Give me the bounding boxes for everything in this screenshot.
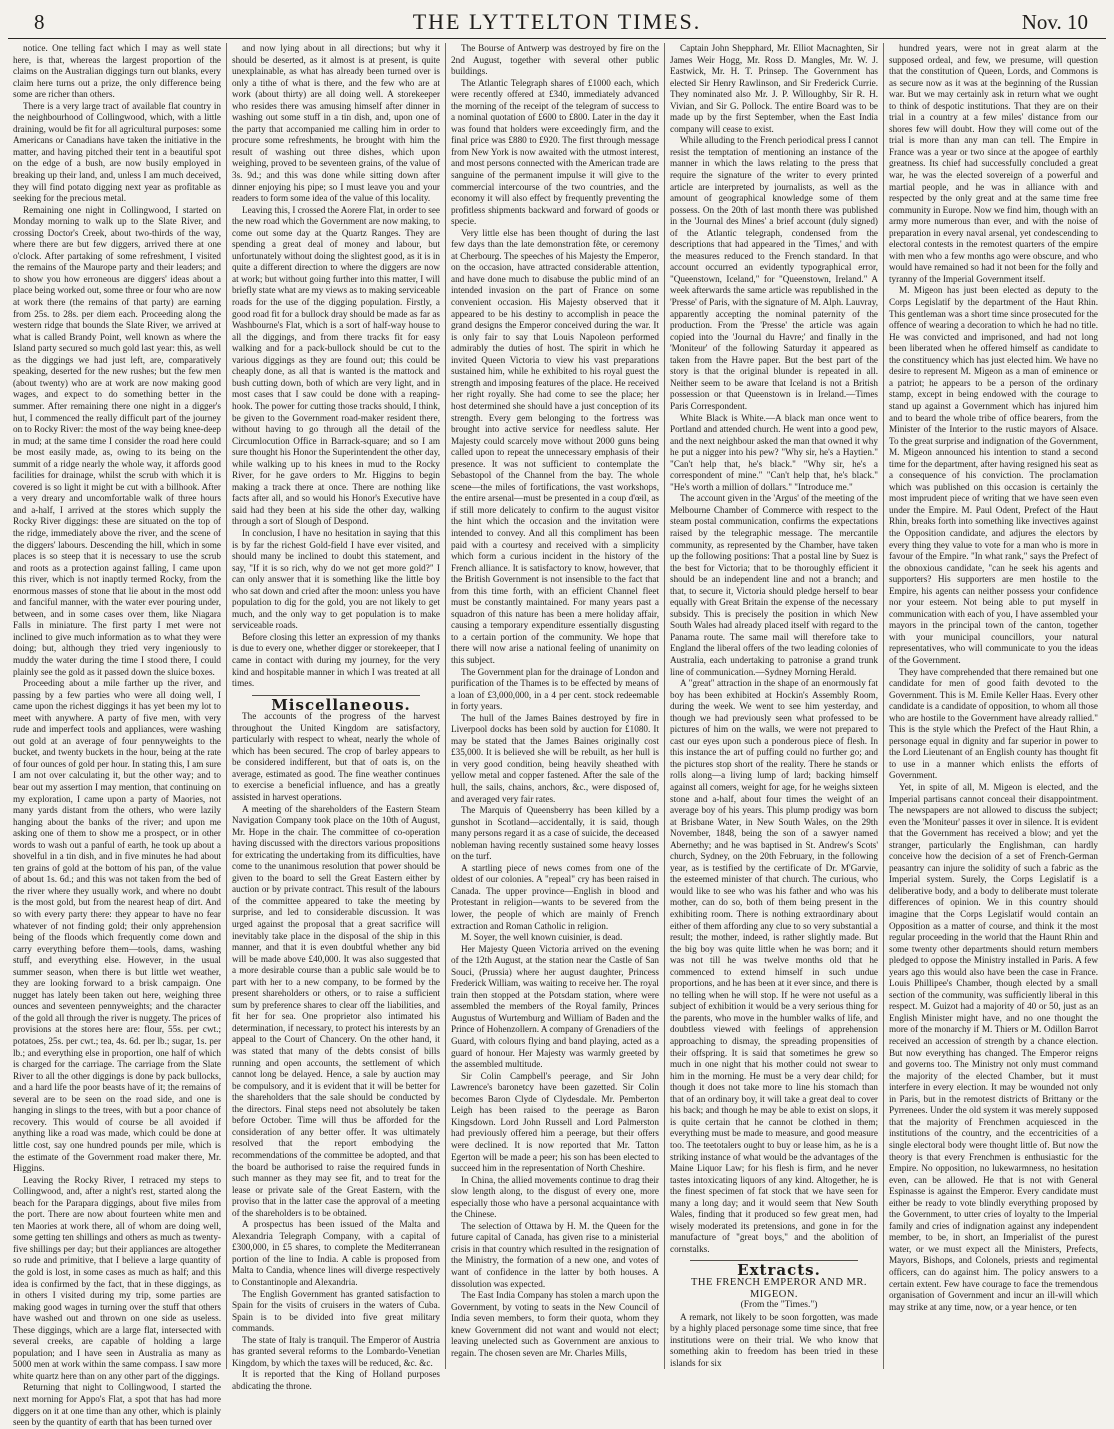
column-3 [446,43,665,1369]
paragraph: Before closing this letter an expression of my thanks is due to every one, whether digger or storekeeper, that I came in contact with during my journey, for the very kind and hospitable manner in which I was treated at all times. [232,631,440,689]
section-heading-miscellaneous: Miscellaneous. [271,695,411,714]
column-5 [884,43,1103,1369]
column-4 [665,43,884,1369]
paragraph: The account given in the 'Argus' of the meeting of the Melbourne Chamber of Commerce with respect to the steam postal communication, confirms the expectations raised by the telegraphic message. The mercantile community, as represented by the Chamber, have taken up the following positions: That a postal line by Suez is the best for Victoria; that to be thoroughly efficient it should be an independent line and not a branch; and that, to secure it, Victoria should pledge herself to bear equally with Great Britain the expense of the necessary subsidy. This is precisely the position in which New South Wales had already placed itself with regard to the Panama route. The same mail will therefore take to England the liberal offers of the two leading colonies of Australia, each undertaking to patronise a grand trunk line of communication.—Sydney Morning Herald. [670,493,878,677]
paragraph: In conclusion, I have no hesitation in saying that this is by far the richest Gold-field I have ever visited, and should many be inclined to doubt this statement, and say, "If it is so rich, why do we not get more gold?" I can only answer that it is something like the little boy who sat down and cried after the moon: unless you have population to dig for the gold, you are not likely to get much, and the only way to get population is to make serviceable roads. [232,527,440,631]
masthead [8,6,1106,39]
paragraph: A remark, not likely to be soon forgotten, was made by a highly placed personage some time since, that free institutions were on their trial. We who know that something akin to freedom has been tried in these islands for six [670,1311,878,1368]
paragraph: The Atlantic Telegraph shares of £1000 each, which were recently offered at £340, immediately advanced the morning of the receipt of the telegram of success to a nominal quotation of £600 to £800. Later in the day it was found that holders were exceedingly firm, and the final price was £880 to £920. The first through message from New York is now awaited with the utmost interest, and most persons connected with the American trade are sanguine of the permanent impulse it will give to the commercial intercourse of the two countries, and the economy it will also effect by frequently preventing the profitless shipments backward and forward of goods or specie. [451,77,659,227]
paragraph: The Bourse of Antwerp was destroyed by fire on the 2nd August, together with several other public buildings. [451,43,659,77]
paragraph: notice. One telling fact which I may as well state here, is that, whereas the largest proportion of the claims on the Australian diggings turn out blanks, every claim here turns out a prize, the only difference being some are richer than others. [13,43,221,100]
paragraph: and now lying about in all directions; but why it should be deserted, as it almost is at present, is quite unexplainable, as what has already been turned over is only a tithe of what is there, and the few who are at work (about thirty) are all doing well. A storekeeper who resides there was amusing himself after dinner in washing out some stuff in a tin dish, and, upon one of the party that accompanied me calling him in order to procure some refreshments, he brought with him the result of washing out three dishes, which upon weighing, proved to be seventeen grains, of the value of 3s. 9d.; and this was done while sitting down after dinner enjoying his pipe; so I must leave you and your readers to form some idea of the value of this locality. [232,43,440,204]
paragraph: The selection of Ottawa by H. M. the Queen for the future capital of Canada, has given rise to a ministerial crisis in that country which resulted in the resignation of the Ministry, the formation of a new one, and votes of want of confidence in the latter by both houses. A dissolution was expected. [451,1220,659,1289]
paragraph: Leaving the Rocky River, I retraced my steps to Collingwood, and, after a night's rest, started along the beach for the Parapara diggings, about five miles from the port. There are now about fourteen white men and ten Maories at work there, all of whom are doing well, some getting ten shillings and others as much as twenty-five shillings per day; but their appliances are altogether so rude and primitive, that I believe a large quantity of the gold is lost, in some cases as much as half; and this idea is confirmed by the fact, that in these diggings, as in others I visited during my trip, some parties are making good wages in turning over the stuff that others have washed out and thrown on one side as useless. These diggings, which are a large flat, intersected with several creeks, are capable of holding a large population; and I have seen in Australia as many as 5000 men at work within the same compass. I saw more white quartz here than on any other part of the diggings. [13,1174,221,1381]
paragraph: While alluding to the French periodical press I cannot resist the temptation of mentioning an instance of the manner in which the laws relating to the press that require the signature of the writer to every printed article are interpreted by journalists, as well as the amount of geographical knowledge some of them possess. On the 20th of last month there was published in the 'Journal des Mines' a brief account (duly signed) of the Atlantic telegraph, condensed from the descriptions that had appeared in the 'Times,' and with the measures reduced to the French standard. In that account occurred an evidently typographical error, "Queenstown, Iceland," for "Queenstown, Ireland." A week afterwards the same article was republished in the 'Presse' of Paris, with the signature of M. Alph. Lauvray, apparently accepting the nominal paternity of the production. From the 'Presse' the article was again copied into the 'Journal du Havre;' and finally in the 'Moniteur' of the following Saturday it appeared as taken from the Havre paper. But the best part of the story is that the original blunder is repeated in all. Neither seem to be aware that Iceland is not a British possession or that Queenstown is in Ireland.—Times Paris Correspondent. [670,135,878,411]
paragraph: The East India Company has stolen a march upon the Government, by voting to seats in the New Council of India seven members, to form their quota, whom they knew Government did not want and would not elect; leaving unelected such as Government are anxious to regain. The chosen seven are Mr. Charles Mills, [451,1290,659,1358]
paragraph: The hull of the James Baines destroyed by fire in Liverpool docks has been sold by auction for £1080. It may be stated that the James Baines originally cost £35,000. It is believed she will be rebuilt, as her hull is in very good condition, being heavily sheathed with yellow metal and copper fastened. After the sale of the hull, the sails, chains, anchors, &c., were disposed of, and averaged very fair rates. [451,712,659,804]
page-number: 8 [34,10,45,34]
paragraph: Sir Colin Campbell's peerage, and Sir John Lawrence's baronetcy have been gazetted. Sir Colin becomes Baron Clyde of Clydesdale. Mr. Pemberton Leigh has been raised to the peerage as Baron Kingsdown. Lord John Russell and Lord Palmerston had previously offered him a peerage, but their offers were declined. It is now reported that Mr. Tatton Egerton will be made a peer; his son has been elected to succeed him in the representation of North Cheshire. [451,1070,659,1174]
newspaper-title: THE LYTTELTON TIMES. [412,9,702,34]
paragraph: A "great" attraction in the shape of an enormously fat boy has been exhibited at Hockin's Assembly Room, during the week. We went to see him yesterday, and though we had previously seen what professed to be pictures of him on the walls, we were not prepared to cast our eyes upon such a ponderous piece of flesh. In this instance the art of puffing could no further go; and the pictures stop short of the reality. There he stands or rolls along—a living lump of lard; backing himself against all comers, weight for age, for he weighs sixteen stone and a-half, about four times the weight of an average boy of his years. This plump prodigy was born at Brisbane Water, in New South Wales, on the 29th November, 1848, being the son of a sawyer named Abernethy; and he was baptised in St. Andrew's Scots' church, Sydney, on the 20th February, in the following year, as is testified by the certificate of Dr. M'Garvie, the esteemed minister of that church. The curious, who would like to see who was his father and who was his mother, can do so, both of them being present in the exhibiting room. There is nothing extraordinary about either of them affording any clue to so very substantial a result; the mother, indeed, is rather slightly made. But the big boy was quite little when he was born; and it was not till he was twelve months old that he commenced to extend himself in such undue proportions, and he has been at it ever since, and there is no telling when he will stop. If he were not useful as a subject of exhibition it would be a very serious thing for the parents, who move in the humbler walks of life, and doubtless viewed with feelings of apprehension approaching to dismay, the spreading propensities of their offspring. It is said that sometimes he grew so much in one night that his mother could not swear to him in the morning. He must be a very dear child; for though it does not take more to line his stomach than that of an ordinary boy, it will take a great deal to cover his back; and though he may be able to exist on slops, it is quite certain that he cannot be clothed in them; everything must be made to measure, and good measure too. The teetotalers ought to buy or lease him, as he is a striking instance of what would be the advantages of the Maine Liquor Law; for his flesh is firm, and he never tastes intoxicating liquors of any kind. Altogether, he is the finest specimen of fat stock that we have seen for many a long day; and it would seem that New South Wales, finding that it produced so few great men, had wisely moderated its pretensions, and gone in for the manufacture of "great boys," and the abolition of cornstalks. [670,678,878,1254]
paragraph: Returning that night to Collingwood, I started the next morning for Appo's Flat, a spot that has had more diggers on it at one time than any other, which is plainly seen by the quantity of earth that has been turned over [13,1382,221,1428]
column-1 [8,43,227,1428]
column-2 [227,43,446,1391]
paragraph: hundred years, were not in great alarm at the supposed ordeal, and few, we presume, will question that the constitution of Queen, Lords, and Commons is as secure now as it was at the beginning of the Russian war. But we may certainly ask in return what we ought to think of despotic institutions. That they are on their trial in a country at a few miles' distance from our shores few will doubt. How they will come out of the trial is more than any man can tell. The Empire in France was a year or two since at the apogee of earthly greatness. Its chief had successfully concluded a great war, he was the elected sovereign of a powerful and martial people, and he was in alliance with and respected by the only great and at the same time free community in Europe. Now we find him, though with an army more numerous than ever, and with the noise of preparation in every naval arsenal, yet condescending to electoral contests in the remotest quarters of the empire with men who a few months ago were obscure, and who would have remained so had it not been for the folly and tyranny of the Imperial Government itself. [889,43,1098,284]
paragraph: Proceeding about a mile farther up the river, and passing by a few parties who were all doing well, I came upon the richest diggings it has yet been my lot to meet with anywhere. A party of five men, with very rude and imperfect tools and appliances, were washing out gold at an average of four pennyweights to the bucket, and twenty buckets in the hour, being at the rate of four ounces of gold per hour. In stating this, I am sure I am not over calculating it, but the other way; and to bear out my assertion I may mention, that continuing on my exploration, I came upon a party of Maories, not many yards distant from the others, who were lazily hanging about the banks of the river; and upon me asking one of them to show me a prospect, or in other words to wash out a panful of earth, he took up about a shovelful in a tin dish, and in five minutes he had about ten grains of gold at the bottom of his pan, of the value of about 1s. 6d.; and this was not taken from the bed of the river where they usually work, and where no doubt is the most gold, but from the nearest heap of dirt. And so with every party there: they appear to have no fear whatever of not finding gold; their only apprehension being of the floods which frequently come down and carry everything before them—tools, dams, washing stuff, and everything else. However, in the usual summer season, when there is but little wet weather, they are looking forward to a brisk campaign. One nugget has lately been taken out here, weighing three ounces and seventeen pennyweights; and the character of the gold all through the river is nuggety. The prices of provisions at the stores here are: flour, 55s. per cwt.; potatoes, 25s. per cwt.; tea, 4s. 6d. per lb.; sugar, 1s. per lb.; and everything else in proportion, one half of which is charged for the carriage. The carriage from the Slate River to all the other diggings is done by pack bullocks, and a hard life the poor beasts have of it; the remains of several are to be seen on the road side, and one is hanging in slings to the trees, with but a poor chance of recovery. This would of course be all avoided if anything like a road was made, which could be done at little cost, say one hundred pounds per mile, which is the estimate of the Government road maker there, Mr. Higgins. [13,678,221,1174]
issue-date: Nov. 10 [1021,10,1088,34]
paragraph: The accounts of the progress of the harvest throughout the United Kingdom are satisfactory, particularly with respect to wheat, nearly the whole of which has been secured. The crop of barley appears to be considered indifferent, but that of oats is, on the average, estimated as good. The fine weather continues to exercise a beneficial influence, and has a greatly assisted in harvest operations. [232,711,440,802]
paragraph: Her Majesty Queen Victoria arrived on the evening of the 12th August, at the station near the Castle of San Souci, (Prussia) where her august daughter, Princess Frederick William, was waiting to receive her. The royal train then stopped at the Potsdam station, where were assembled the members of the Royal family, Princes Augustus of Wurtemburg and William of Baden and the Prince of Hohenzollern. A company of Grenadiers of the Guard, with colours flying and band playing, acted as a guard of honour. Her Majesty was warmly greeted by the assembled multitude. [451,943,659,1070]
paragraph: White Black is White.—A black man once went to Portland and attended church. He went into a good pew, and the next neighbour asked the man that owned it why he put a nigger into his pew? "Why sir, he's a Haytien." "Can't help that, he's black." "Why sir, he's a correspondent of mine." "Can't help that, he's black." "He's worth a million of dollars." "Introduce me." [670,412,878,492]
paragraph: M. Soyer, the well known cuisinier, is dead. [461,932,623,943]
paragraph: There is a very large tract of available flat country in the neighbourhood of Collingwood, which, with a little draining, would be fit for all agricultural purposes: some Americans or Canadians have taken the initiative in the matter, and having pitched their tent in a beautiful spot on the edge of a bush, are now busily employed in breaking up their land, and, unless I am much deceived, they will find potato digging next year as profitable as seeking for the precious metal. [13,100,221,204]
paragraph: A meeting of the shareholders of the Eastern Steam Navigation Company took place on the 10th of August, Mr. Hope in the chair. The committee of co-operation having discussed with the directors various propositions for extricating the undertaking from its difficulties, have come to the unanimous resolution that power should be given to the board to sell the Great Eastern either by auction or by private contract. This result of the labours of the committee appeared to take the meeting by surprise, and led to considerable discussion. It was urged against the proposal that a great sacrifice will inevitably take place in the disposal of the ship in this manner, and that it is even doubtful whether any bid will be made above £40,000. It was also suggested that a more desirable course than a public sale would be to part with her to a new company, to be formed by the present shareholders or others, or to raise a sufficient sum by preference shares to clear off the liabilities, and fit her for sea. One proprietor also intimated his determination, if necessary, to protect his interests by an appeal to the Court of Chancery. On the other hand, it was stated that many of the debts consist of bills running and open accounts, the settlement of which cannot long be delayed. Hence, a sale by auction may be compulsory, and it is evident that it will be better for the shareholders that the sale should be conducted by the directors. Final steps need not absolutely be taken before October. Time will thus be afforded for the consideration of any better offer. It was ultimately resolved that the report embodying the recommendations of the committee be adopted, and that the board be authorised to raise the required funds in such manner as they may see fit, and to treat for the lease or private sale of the Great Eastern, with the proviso that in the latter case the approval of a meeting of the shareholders is to be obtained. [232,803,440,1218]
paragraph: The English Government has granted satisfaction to Spain for the visits of cruisers in the waters of Cuba. Spain is to be divided into five great military commands. [232,1288,440,1334]
paragraph: The state of Italy is tranquil. The Emperor of Austria has granted several reforms to the Lombardo-Venetian Kingdom, by which the taxes will be reduced, &c. &c. [232,1334,440,1368]
paragraph: Captain John Shepphard, Mr. Elliot Macnaghten, Sir James Weir Hogg, Mr. Ross D. Mangles, Mr. W. J. Eastwick, Mr. H. T. Prinsep. The Government has elected Sir Henry Rawlinson, and Sir Frederick Currie. They nominated also Mr. J. P. Willoughby, Sir R. H. Vivian, and Sir G. Pollock. The entire Board was to be made up by the first September, when the East India company will cease to exist. [670,43,878,134]
paragraph: The Government plan for the drainage of London and purification of the Thames is to be effected by means of a loan of £3,000,000, in a 4 per cent. stock redeemable in forty years. [451,666,659,712]
paragraph: It is reported that the King of Holland purposes abdicating the throne. [232,1369,440,1391]
paragraph: Remaining one night in Collingwood, I started on Monday morning to walk up to the Slate River, and crossing Doctor's Creek, about two-thirds of the way, where there are but few diggers, arrived there at one o'clock. After partaking of some refreshment, I visited the remains of the Maurope party and their leaders; and to show you how erroneous are diggers' ideas about a place being worked out, some three or four who are now at work there (the remains of that party) are earning from 25s. to 28s. per diem each. Proceeding along the western ridge that bounds the Slate River, we arrived at what is called Brandy Point, well known as where the Island party secured so much gold last year: this, as well as the diggings we had just left, are, comparatively speaking, deserted for the new rushes; but the few men (about twenty) who are at work are now making good wages, and expect to do something better in the summer. After remaining there one night in a digger's hut, I commenced the really difficult part of the journey on to Rocky River: the most of the way being knee-deep in mud; at the same time I consider the road here could be most easily made, as, owing to its being on the summit of a ridge nearly the whole way, it affords good facilities for drainage, whilst the scrub with which it is covered is so light it might be cut with a billhook. After a very dreary and uncomfortable walk of three hours and a-half, I arrived at the stores which supply the Rocky River diggings: these are situated on the top of the ridge, immediately above the river, and the scene of the diggers' labours. Descending the hill, which in some places is so steep that it is necessary to use the scrub and roots as a protection against falling, I came upon this river, which is not inaptly termed Rocky, from the enormous masses of stone that lie about in the most odd and fanciful manner, with the water ever pouring under, between, and in some cases over them, like Niagara Falls in miniature. The first party I met were not inclined to give much information as to what they were doing; but, although they tried very ingeniously to muddy the water during the time I stood there, I could plainly see the gold as it passed down the sluice boxes. [13,204,221,677]
article-title: THE FRENCH EMPEROR AND MR. MIGEON. [690,1276,868,1300]
section-heading-extracts: Extracts. [737,1261,821,1280]
paragraph: The Marquis of Queensberry has been killed by a gunshot in Scotland—accidentally, it is said, though many persons regard it as a case of suicide, the deceased nobleman having recently sustained some heavy losses on the turf. [451,805,659,862]
paragraph: M. Migeon has just been elected as deputy to the Corps Legislatif by the department of the Haut Rhin. This gentleman was a short time since prosecuted for the offence of wearing a decoration to which he had no title. He was convicted and imprisoned, and had not long been liberated when he offered himself as candidate to the constituency which has just elected him. We have no desire to represent M. Migeon as a man of eminence or a patriot; he appears to be a person of the ordinary stamp, except in being endowed with the courage to stand up against a Government which has injured him and to beard the whole tribe of office bearers, from the Minister of the Interior to the rustic mayors of Alsace. To the great surprise and indignation of the Government, M. Migeon announced his intention to stand a second time for the department, after having resigned his seat as a consequence of his conviction. The proclamation which was published on this occasion is certainly the most imprudent piece of writing that we have seen even under the Empire. M. Paul Odent, Prefect of the Haut Rhin, breaks forth into something like invectives against the Opposition candidate, and adjures the electors by every thing they value to vote for a man who is more in favour of the Empire. "In what rank," says the Prefect of the obnoxious candidate, "can he seek his agents and supporters? His supporters are men hostile to the Empire, his agents can neither possess your confidence nor your esteem. Not being able to put myself in communication with each of you, I have assembled your mayors in the principal town of the canton, together with your municipal councillors, your natural representatives, who will communicate to you the ideas of the Government. [889,285,1098,665]
paragraph: They have comprehended that there remained but one candidate for men of good faith devoted to the Government. This is M. Emile Keller Haas. Every other candidate is a candidate of opposition, to whom all those who are hostile to the Government have already rallied." This is the style which the Prefect of the Haut Rhin, a personage equal in dignity and far superior in power to the Lord Lieutenant of an English county has thought fit to use in a manner which enlists the efforts of Government. [889,666,1098,781]
paragraph: Yet, in spite of all, M. Migeon is elected, and the Imperial partisans cannot conceal their disappointment. The newspapers are not allowed to discuss the subject; even the 'Moniteur' passes it over in silence. It is evident that the Government has received a blow; and yet the stranger, particularly the Englishman, can hardly conceive how the decision of a set of French-German peasantry can injure the solidity of such a fabric as the Imperial system. Surely, the Corps Legislatif is a deliberative body, and a body to deliberate must tolerate differences of opinion. We in this country should imagine that the Corps Legislatif would contain an Opposition as a matter of course, and think it the most regular proceeding in the world that the Haunt Rhin and some twenty other departments should return members pledged to oppose the Ministry installed in Paris. A few years ago this would also have been the case in France. Louis Phillipee's Chamber, though elected by a small section of the community, was sufficiently liberal in this respect. M. Guizot had a majority of 40 or 50, just as an English Minister might have, and no one thought the more of the monarchy if M. Thiers or M. Odillon Barrot received an accession of strength by a chance election. But now everything has changed. The Emperor reigns and governs too. The Ministry not only must command the majority of the elected Chamber, but it must interfere in every election. It may be wounded not only in Paris, but in the remotest districts of Brittany or the Pyrrenees. Under the old system it was merely supposed that the majority of Frenchmen acquiesced in the institutions of the country, and the eccentricities of a single electoral body were thought little of. But now the theory is that every Frenchmen is enthusiastic for the Empire. No opposition, no lukewarmness, no hesitation even, can be allowed. He that is not with General Espinasse is against the Emperor. Every candidate must either be ready to vote blindly everything proposed by the Government, to utter cries of loyalty to the Imperial family and cries of indignation against any independent member, to be, in short, an Imperialist of the purest water, or we must expect all the Ministers, Prefects, Mayors, Bishops, and Colonels, priests and regimental officers, can do against him. The policy answers to a certain extent. Few have courage to face the tremendous organisation of Government and incur an ill-will which may strike at any time, now, or a year hence, or ten [889,782,1098,1312]
columns [8,39,1106,1428]
paragraph: A prospectus has been issued of the Malta and Alexandria Telegraph Company, with a capital of £300,000, in £5 shares, to complete the Mediterranean portion of the line to India. A cable is proposed from Malta to Candia, whence lines will diverge respectively to Constantinople and Alexandria. [232,1219,440,1287]
paragraph: In China, the allied movements continue to drag their slow length along, to the disgust of every one, more especially those who have a personal acquaintance with the Chinese. [451,1174,659,1220]
paragraph: Very little else has been thought of during the last few days than the late demonstration fête, or ceremony at Cherbourg. The speeches of his Majesty the Emperor, on the occasion, have attracted considerable attention, and have done much to disabuse the public mind of an intended invasion on the part of France on some convenient occasion. His Majesty observed that it appeared to be his destiny to accomplish in peace the grand designs the Emperor conceived during the war. It is only fair to say that Louis Napoleon performed admirably the duties of host. The spirit in which he invited Queen Victoria to view his vast preparations sustained him, while he exhibited to his royal guest the strength and imposing features of the place. He received her right royally. She had come to see the place; her host determined she should have a just conception of its strength. Every gem belonging to the fortress was brought into active service for needless salute. Her Majesty could scarcely move without 2000 guns being called upon to repeat the unnecessary emphasis of their presence. It was not sufficient to contemplate the Sebastopol of the Channel from the bay. The whole scene—the miles of fortifications, the vast workshops, the entire arsenal—must be presented in a coup d'œil, as if still more delicately to confirm to the august visitor the hint which the occasion and the invitation were intended to convey. And all this compliment has been paid with a courtesy and received with a simplicity which form a curious incident in the history of the French alliance. It is satisfactory to know, however, that the British Government is not insensible to the fact that from this time forth, with an efficient Channel fleet must be constantly maintained. For many years past a squadron of this nature has been a mere holiday affair, causing a temporary expenditure essentially disgusting to a certain portion of the community. We hope that there will now arise a national feeling of unanimity on this subject. [451,227,659,665]
article-source: (From the "Times.") [740,1300,818,1311]
paragraph: Leaving this, I crossed the Aorere Flat, in order to see the new road which the Government are now making, to come out some day at the Quartz Ranges. They are spending a great deal of money and labour, but unfortunately without doing the slightest good, as it is in quite a different direction to where the diggers are now at work; but without going further into this matter, I will briefly state what are my views as to making serviceable roads for the use of the digging population. Firstly, a good road fit for a bullock dray should be made as far as Washbourne's Flat, which is a sort of half-way house to all the diggings, and from there tracks fit for easy walking and for a pack-bullock should be cut to the various diggings as they are found out; this could be cheaply done, as all that is wanted is the mattock and bush cutting down, both of which are very light, and in most cases that I saw could be done with a reaping-hook. The power for cutting those tracks should, I think, be given to the Government road-maker resident there, without having to go through all the detail of the Circumlocution Office in Barrack-square; and so I am sure thought his Honor the Superintendent the other day, while walking up to his knees in mud to the Rocky River, for he gave orders to Mr. Higgins to begin making a track there at once. There are nothing like facts after all, and so would his Honor's Executive have said had they been at his side the other day, walking through a sort of Slough of Despond. [232,204,440,527]
paragraph: A startling piece of news comes from one of the oldest of our colonies. A "repeal" cry has been raised in Canada. The upper province—English in blood and Protestant in religion—wants to be severed from the lower, the people of which are mainly of French extraction and Roman Catholic in religion. [451,862,659,931]
